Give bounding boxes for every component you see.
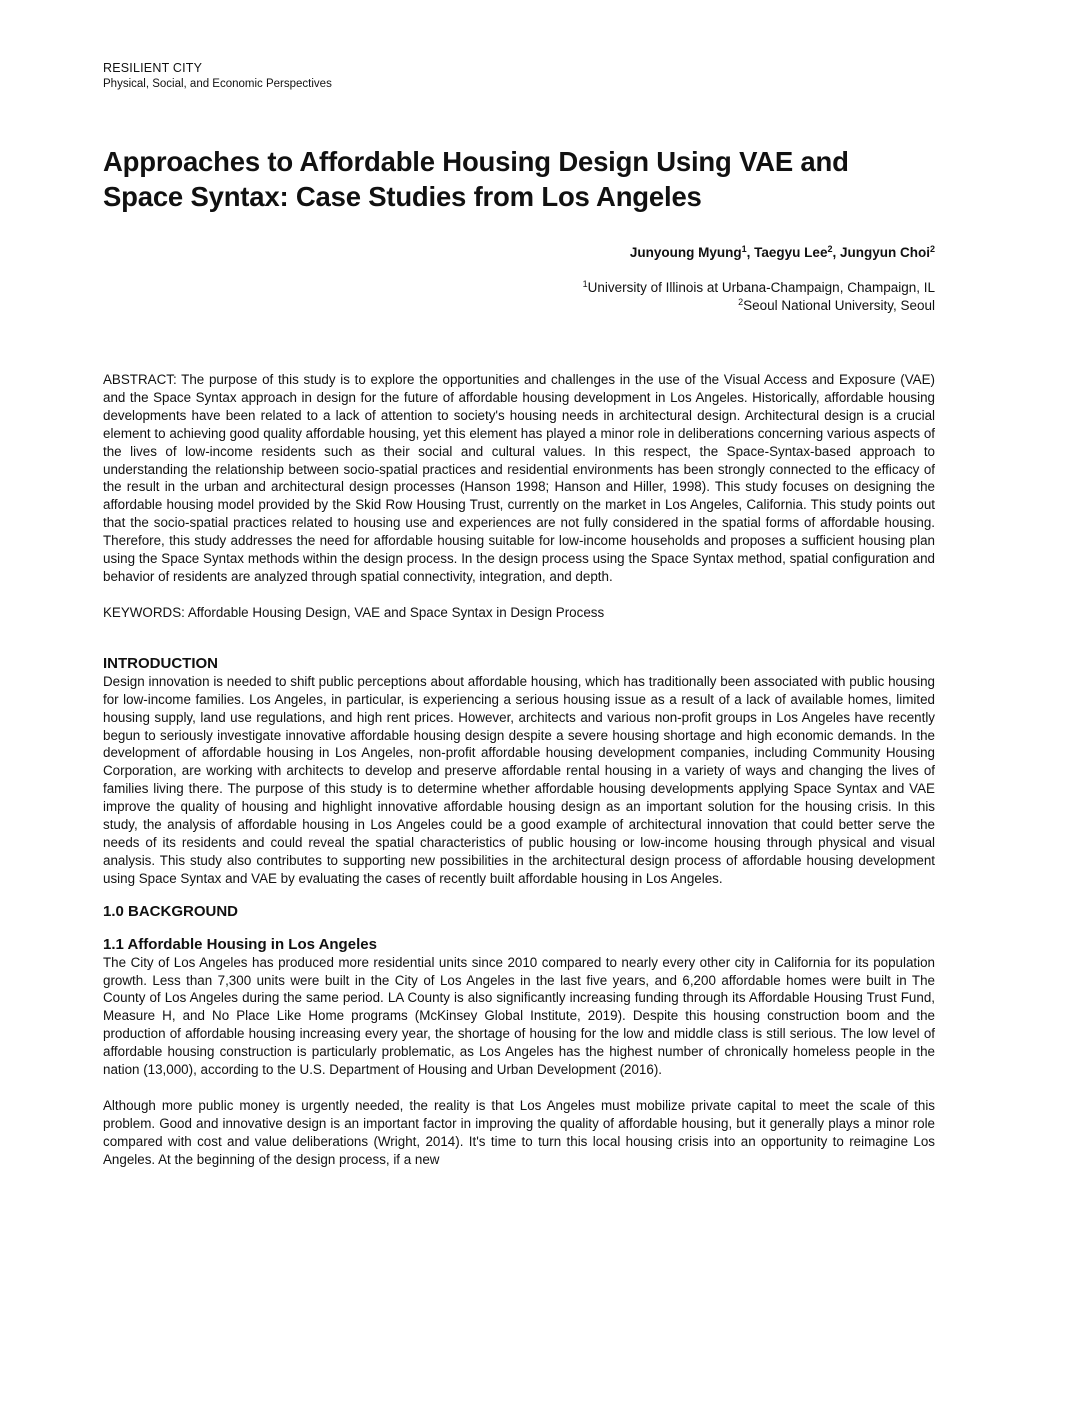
- affiliation-mark: 2: [738, 297, 744, 307]
- author-affiliation-mark: 2: [827, 244, 833, 254]
- keywords: KEYWORDS: Affordable Housing Design, VAE and Space Syntax in Design Process: [103, 604, 605, 620]
- affiliation-list: [103, 279, 935, 315]
- affiliation-text: University of Illinois at Urbana-Champaign, Champaign, IL: [587, 280, 935, 295]
- author-affiliation-mark: 2: [929, 244, 935, 254]
- author-separator: ,: [832, 245, 840, 260]
- affiliation-mark: 1: [582, 279, 588, 289]
- author-name: Junyoung Myung: [629, 245, 742, 260]
- background-paragraph-1: The City of Los Angeles has produced more residential units since 2010 compared to nearly every other city in California for its population growth. Less than 7,300 units were built in the City of Los Angeles in the last five years, and 6,200 affordable homes were built in The County of Los Angeles during the same period. LA County is also significantly increasing funding through its Affordable Housing Trust Fund, Measure H, and No Place Like Home programs (McKinsey Global Institute, 2019). Despite this housing construction boom and the production of affordable housing increasing every year, the shortage of housing for the low and middle class is still serious. The low level of affordable housing construction is particularly problematic, as Los Angeles has the highest number of chronically homeless people in the nation (13,000), according to the U.S. Department of Housing and Urban Development (2016).: [103, 954, 935, 1078]
- author-name: Jungyun Choi: [839, 245, 930, 260]
- introduction-paragraph: Design innovation is needed to shift public perceptions about affordable housing, which has traditionally been associated with public housing for low-income families. Los Angeles, in particular, is experiencing a serious housing issue as a result of a lack of available homes, limited housing supply, land use regulations, and high rent prices. However, architects and various non-profit groups in Los Angeles have recently begun to seriously investigate innovative affordable housing design despite a severe housing shortage and high economic demands. In the development of affordable housing in Los Angeles, non-profit affordable housing development companies, including Community Housing Corporation, are working with architects to develop and preserve affordable rental housing in a variety of ways and changing the lives of families living there. The purpose of this study is to determine whether affordable housing developments applying Space Syntax and VAE improve the quality of housing and highlight innovative affordable housing design as an important solution for the housing crisis. In this study, the analysis of affordable housing in Los Angeles could be a good example of architectural innovation that could better serve the needs of its residents and could reveal the spatial characteristics of public housing or low-income housing through physical and visual analysis. This study also contributes to supporting new possibilities in the architectural design process of affordable housing development using Space Syntax and VAE by evaluating the cases of recently built affordable housing in Los Angeles.: [103, 673, 935, 886]
- background-paragraph-2: Although more public money is urgently needed, the reality is that Los Angeles must mobilize private capital to meet the scale of this problem. Good and innovative design is an important factor in improving the quality of affordable housing, but it generally plays a minor role compared with cost and value deliberations (Wright, 2014). It's time to turn this local housing crisis into an opportunity to reimagine Los Angeles. At the beginning of the design process, if a new: [103, 1098, 935, 1167]
- affiliation-text: Seoul National University, Seoul: [743, 298, 935, 313]
- section-heading-background: 1.0 BACKGROUND: [103, 902, 239, 920]
- series-subtitle: Physical, Social, and Economic Perspectives: [103, 78, 332, 90]
- author-affiliation-mark: 1: [741, 244, 747, 254]
- running-head: [103, 60, 935, 92]
- section-heading-introduction: INTRODUCTION: [103, 654, 218, 672]
- author-name: Taegyu Lee: [754, 245, 828, 260]
- author-list: [103, 244, 935, 262]
- paper-page: [103, 60, 935, 1169]
- affiliation-item: [103, 279, 935, 297]
- author-separator: ,: [746, 245, 755, 260]
- series-title: RESILIENT CITY: [103, 61, 203, 75]
- paper-title: Approaches to Affordable Housing Design Using VAE and Space Syntax: Case Studies from Los Angeles: [103, 146, 849, 212]
- abstract: ABSTRACT: The purpose of this study is to explore the opportunities and challenges in the use of the Visual Access and Exposure (VAE) and the Space Syntax approach in design for the future of affordable housing development in Los Angeles. Historically, affordable housing developments have been related to a lack of attention to society's housing needs in architectural design. Architectural design is a crucial element to achieving good quality affordable housing, yet this element has played a minor role in deliberations concerning various aspects of the lives of low-income residents such as their social and cultural values. In this respect, the Space-Syntax-based approach to understanding the relationship between socio-spatial practices and residential environments has been strongly connected to the efficacy of the result in the urban and architectural design processes (Hanson 1998; Hanson and Hiller, 1998). This study focuses on designing the affordable housing model provided by the Skid Row Housing Trust, currently on the market in Los Angeles, California. This study points out that the socio-spatial practices related to housing use and experiences are not fully considered in the spatial forms of affordable housing. Therefore, this study addresses the need for affordable housing suitable for low-income households and proposes a sufficient housing plan using the Space Syntax methods within the design process. In the design process using the Space Syntax method, spatial configuration and behavior of residents are analyzed through spatial connectivity, integration, and depth.: [103, 372, 935, 584]
- subsection-heading-affordable-housing: 1.1 Affordable Housing in Los Angeles: [103, 935, 377, 953]
- affiliation-item: [103, 297, 935, 315]
